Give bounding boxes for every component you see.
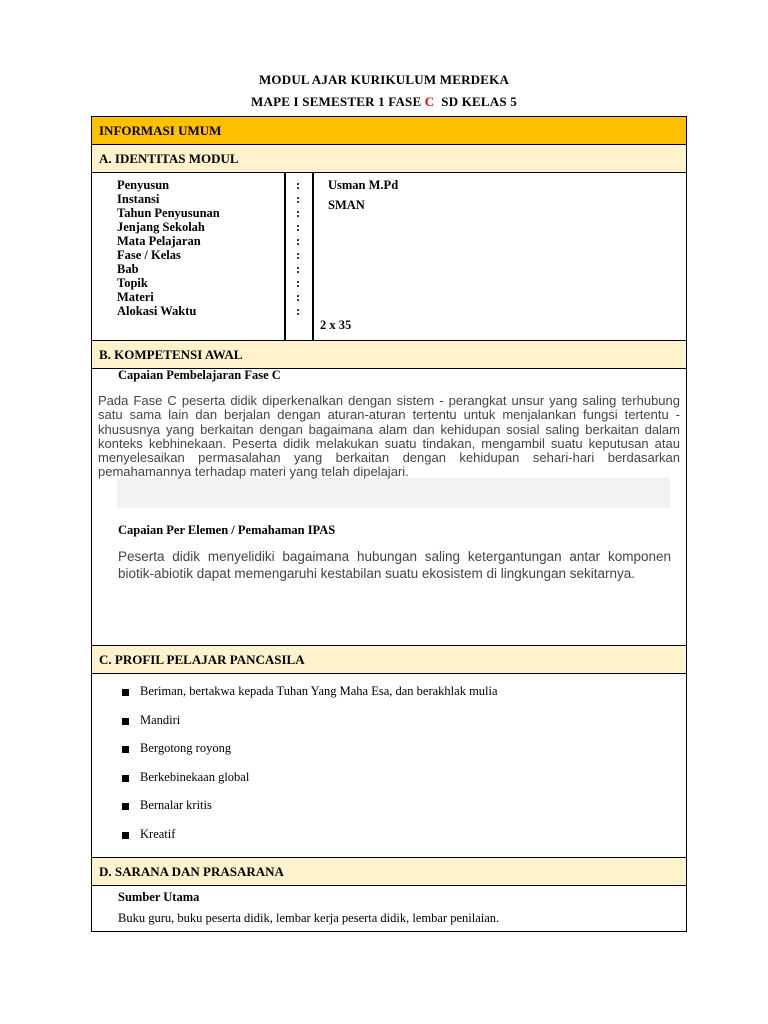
ipas-paragraph: Peserta didik menyelidiki bagaimana hubungan saling ketergantungan antar komponen biotik-abiotik dapat memengaruhi kestabilan suatu ekosistem di lingkungan sekitarnya. xyxy=(118,549,671,581)
square-bullet-icon xyxy=(122,803,129,810)
value-penyusun: Usman M.Pd xyxy=(328,178,399,192)
ipas-title: Capaian Per Elemen / Pemahaman IPAS xyxy=(118,523,336,537)
label-bab: Bab xyxy=(117,262,139,276)
section-header-profil-pelajar xyxy=(91,645,687,674)
section-title: B. KOMPETENSI AWAL xyxy=(99,346,243,362)
subtitle-fase: C xyxy=(424,94,435,109)
colon: : xyxy=(296,304,301,318)
label-materi: Materi xyxy=(117,290,154,304)
section-header-informasi-umum xyxy=(91,116,687,145)
list-item-text: Mandiri xyxy=(140,712,181,727)
list-item-text: Bernalar kritis xyxy=(140,798,212,813)
identitas-colons xyxy=(296,178,300,318)
table-divider xyxy=(312,172,314,341)
document-subtitle xyxy=(0,94,768,110)
section-header-kompetensi-awal xyxy=(91,340,687,369)
square-bullet-icon xyxy=(122,746,129,753)
list-item xyxy=(122,713,498,742)
sumber-utama-title: Sumber Utama xyxy=(118,890,200,904)
section-title: D. SARANA DAN PRASARANA xyxy=(99,863,284,879)
section-header-sarana-prasarana xyxy=(91,857,687,886)
colon: : xyxy=(296,220,301,234)
square-bullet-icon xyxy=(122,689,129,696)
document-title: MODUL AJAR KURIKULUM MERDEKA xyxy=(258,72,510,87)
cp-paragraph: Pada Fase C peserta didik diperkenalkan dengan sistem - perangkat unsur yang saling terhubung satu sama lain dan berjalan dengan aturan-aturan tertentu untuk menjalankan fungsi tertentu - khususnya yang berkaitan dengan bagaimana alam dan kehidupan sosial saling berkaitan dalam konteks kebhinekaan. Peserta didik melakukan suatu tindakan, mengambil suatu keputusan atau menyelesaikan permasalahan yang berkaitan dengan kehidupan sehari-hari berdasarkan pemahamannya terhadap materi yang telah dipelajari. xyxy=(98,393,680,480)
section-title: A. IDENTITAS MODUL xyxy=(99,150,239,166)
list-item xyxy=(122,827,498,856)
cp-title: Capaian Pembelajaran Fase C xyxy=(118,368,281,382)
label-alokasi-waktu: Alokasi Waktu xyxy=(117,304,197,318)
list-item-text: Berkebinekaan global xyxy=(140,769,250,784)
profil-list xyxy=(122,684,498,856)
value-alokasi-waktu: 2 x 35 xyxy=(320,318,352,332)
list-item xyxy=(122,798,498,827)
label-topik: Topik xyxy=(117,276,148,290)
label-fase-kelas: Fase / Kelas xyxy=(117,248,181,262)
list-item xyxy=(122,684,498,713)
list-item xyxy=(122,741,498,770)
subtitle-part-2: SD KELAS 5 xyxy=(434,94,517,109)
colon: : xyxy=(296,248,301,262)
list-item-text: Beriman, bertakwa kepada Tuhan Yang Maha Esa, dan berakhlak mulia xyxy=(140,684,498,698)
square-bullet-icon xyxy=(122,775,129,782)
colon: : xyxy=(296,290,301,304)
table-divider xyxy=(284,172,286,341)
label-instansi: Instansi xyxy=(117,192,160,206)
colon: : xyxy=(296,276,301,290)
identitas-labels xyxy=(117,178,220,318)
list-item-text: Kreatif xyxy=(140,826,176,841)
colon: : xyxy=(296,206,301,220)
list-item xyxy=(122,770,498,799)
label-tahun-penyusunan: Tahun Penyusunan xyxy=(117,206,220,220)
label-mata-pelajaran: Mata Pelajaran xyxy=(117,234,201,248)
text-shading xyxy=(117,478,670,508)
colon: : xyxy=(296,262,301,276)
colon: : xyxy=(296,234,301,248)
subtitle-part-1: MAPE I SEMESTER 1 FASE xyxy=(251,94,425,109)
section-title: INFORMASI UMUM xyxy=(99,122,222,138)
list-item-text: Bergotong royong xyxy=(140,741,232,756)
value-instansi: SMAN xyxy=(328,198,365,212)
section-title: C. PROFIL PELAJAR PANCASILA xyxy=(99,651,305,667)
square-bullet-icon xyxy=(122,832,129,839)
label-jenjang-sekolah: Jenjang Sekolah xyxy=(117,220,205,234)
section-header-identitas-modul xyxy=(91,144,687,173)
sumber-utama-text: Buku guru, buku peserta didik, lembar kerja peserta didik, lembar penilaian. xyxy=(118,911,500,925)
colon: : xyxy=(296,178,301,192)
square-bullet-icon xyxy=(122,718,129,725)
label-penyusun: Penyusun xyxy=(117,178,170,192)
colon: : xyxy=(296,192,301,206)
